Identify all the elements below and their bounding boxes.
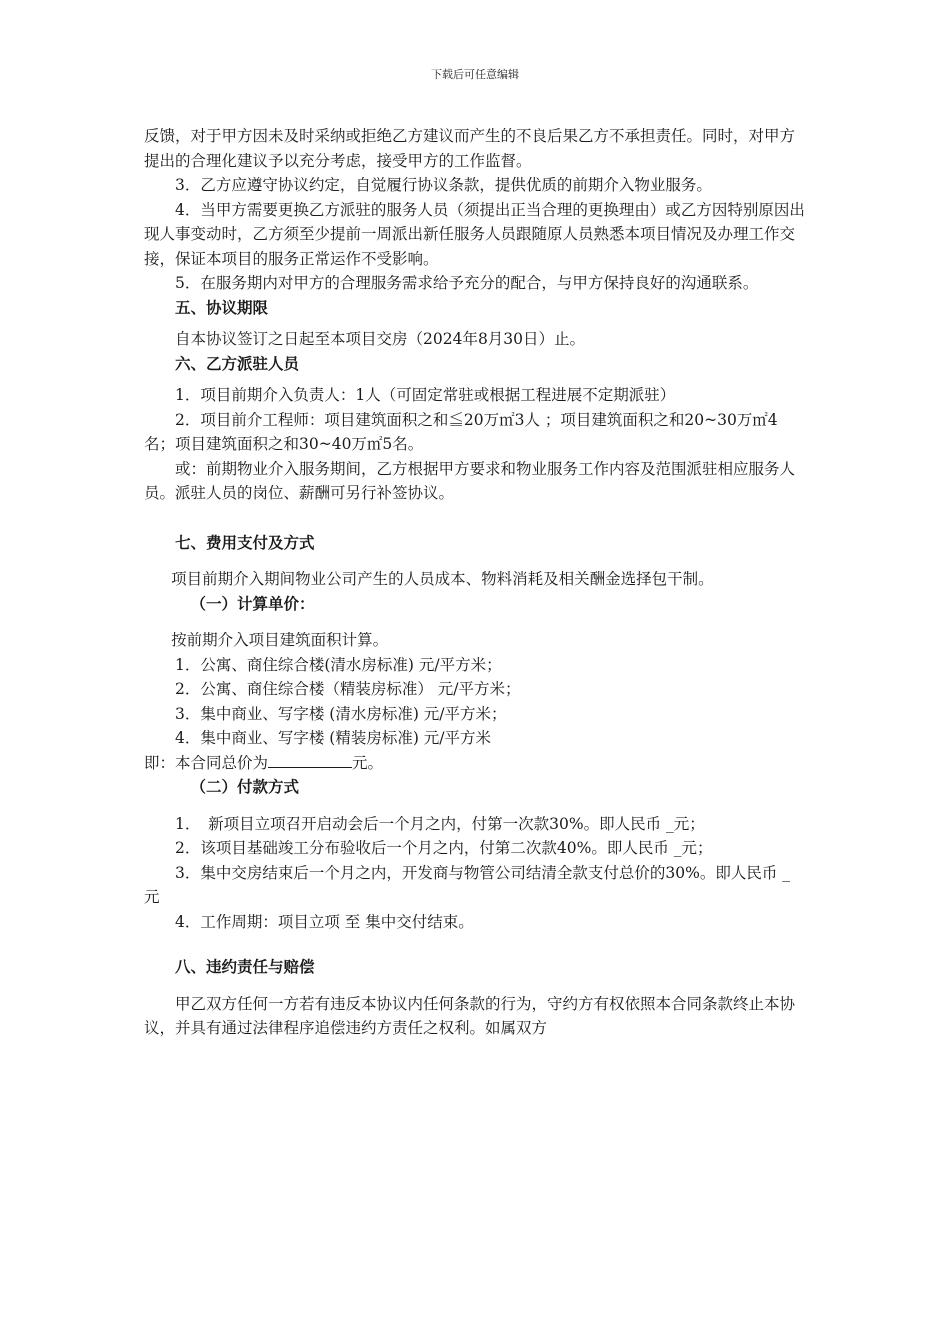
unit-price-item-1: 1．公寓、商住综合楼(清水房标准) 元/平方米； (175, 655, 502, 674)
staff-item-alt: 或：前期物业介入服务期间，乙方根据甲方要求和物业服务工作内容及范围派驻相应服务人员。派驻人员的岗位、薪酬可另行补签协议。 (144, 459, 796, 502)
document-body (144, 124, 806, 1041)
unit-price-basis: 按前期介入项目建筑面积计算。 (171, 631, 389, 649)
clause-5: 5．在服务期内对甲方的合理服务需求给予充分的配合，与甲方保持良好的沟通联系。 (175, 274, 759, 292)
payment-item-2: 2．该项目基础竣工分布验收后一个月之内，付第二次款40%。即人民币 _元； (175, 839, 713, 857)
section-heading-payment: 七、费用支付及方式 (175, 532, 315, 552)
subheading-unit-price: （一）计算单价： (190, 593, 315, 613)
payment-item-3: 3．集中交房结束后一个月之内，开发商与物管公司结清全款支付总价的30%。即人民币 _ 元 (144, 863, 790, 906)
payment-item-1: 1． 新项目立项召开启动会后一个月之内，付第一次款30%。即人民币 _元； (175, 814, 705, 833)
paragraph-feedback: 反馈，对于甲方因未及时采纳或拒绝乙方建议而产生的不良后果乙方不承担责任。同时，对甲方提出的合理化建议予以充分考虑，接受甲方的工作监督。 (144, 127, 796, 170)
total-price-blank (268, 752, 352, 768)
section-heading-staff: 六、乙方派驻人员 (175, 353, 300, 373)
total-price-line (144, 751, 806, 776)
total-price-label: 即：本合同总价为 (144, 753, 269, 772)
liability-text: 甲乙双方任何一方若有违反本协议内任何条款的行为，守约方有权依照本合同条款终止本协议，并具有通过法律程序追偿违约方责任之权利。如属双方 (144, 994, 796, 1037)
total-price-unit: 元。 (352, 753, 384, 772)
payment-item-4: 4．工作周期：项目立项 至 集中交付结束。 (175, 912, 474, 931)
section-heading-liability: 八、违约责任与赔偿 (175, 957, 315, 976)
staff-item-1: 1．项目前期介入负责人：1人（可固定常驻或根据工程进展不定期派驻） (175, 386, 676, 404)
subheading-payment-method: （二）付款方式 (190, 777, 300, 796)
page-header: 下载后可任意编辑 (431, 68, 519, 81)
section-heading-term: 五、协议期限 (175, 297, 269, 317)
unit-price-item-3: 3．集中商业、写字楼 (清水房标准) 元/平方米； (175, 704, 507, 723)
clause-4: 4．当甲方需要更换乙方派驻的服务人员（须提出正当合理的更换理由）或乙方因特别原因出现人事变动时，乙方须至少提前一周派出新任服务人员跟随原人员熟悉本项目情况及办理工作交接，保证本项目的服务正常运作不受影响。 (144, 200, 805, 268)
clause-3: 3．乙方应遵守协议约定，自觉履行协议条款，提供优质的前期介入物业服务。 (175, 176, 712, 194)
unit-price-item-2: 2．公寓、商住综合楼（精装房标准） 元/平方米； (175, 680, 521, 698)
payment-intro: 项目前期介入期间物业公司产生的人员成本、物料消耗及相关酬金选择包干制。 (171, 570, 714, 588)
term-text: 自本协议签订之日起至本项目交房（2024年8月30日）止。 (175, 330, 586, 348)
unit-price-item-4: 4．集中商业、写字楼 (精装房标准) 元/平方米 (175, 729, 492, 747)
staff-item-2: 2．项目前介工程师：项目建筑面积之和≦20万㎡3人 ；项目建筑面积之和20~30万㎡4名；项目建筑面积之和30~40万㎡5名。 (144, 410, 778, 453)
